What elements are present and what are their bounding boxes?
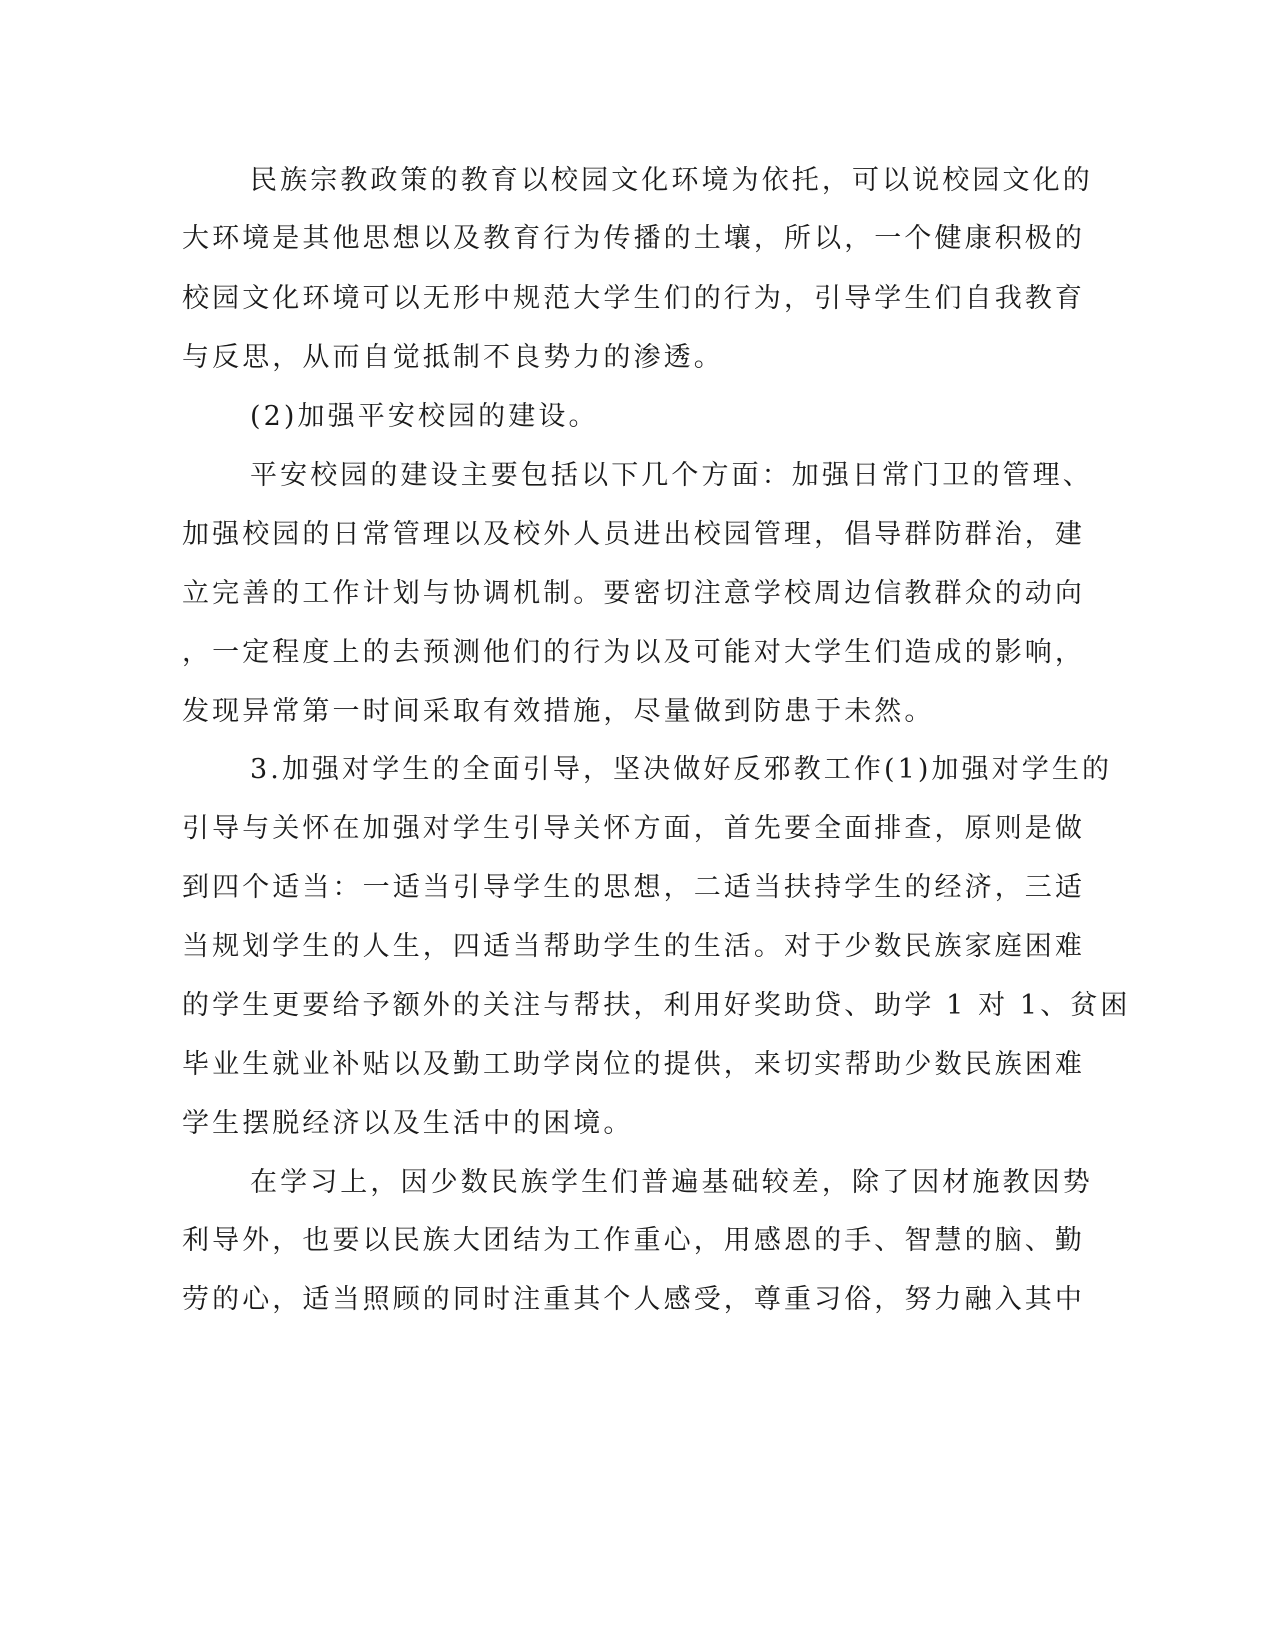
text-line: 当规划学生的人生，四适当帮助学生的生活。对于少数民族家庭困难 [182, 931, 1085, 962]
text-line: 学生摆脱经济以及生活中的困境。 [182, 1108, 634, 1139]
text-line: 到四个适当：一适当引导学生的思想，二适当扶持学生的经济，三适 [182, 872, 1085, 903]
text-line: ，一定程度上的去预测他们的行为以及可能对大学生们造成的影响， [182, 637, 1085, 668]
text-line: 加强校园的日常管理以及校外人员进出校园管理，倡导群防群治，建 [182, 519, 1085, 550]
text-line: 利导外，也要以民族大团结为工作重心，用感恩的手、智慧的脑、勤 [182, 1225, 1085, 1256]
text-line: 大环境是其他思想以及教育行为传播的土壤，所以，一个健康积极的 [182, 223, 1085, 254]
text-line: 在学习上，因少数民族学生们普遍基础较差，除了因材施教因势 [250, 1167, 1093, 1198]
text-line: 立完善的工作计划与协调机制。要密切注意学校周边信教群众的动向 [182, 578, 1085, 609]
text-line: 毕业生就业补贴以及勤工助学岗位的提供，来切实帮助少数民族困难 [182, 1049, 1085, 1080]
text-line: 引导与关怀在加强对学生引导关怀方面，首先要全面排查，原则是做 [182, 813, 1085, 844]
text-line: 与反思，从而自觉抵制不良势力的渗透。 [182, 342, 724, 373]
text-line: 校园文化环境可以无形中规范大学生们的行为，引导学生们自我教育 [182, 283, 1085, 314]
text-line: 发现异常第一时间采取有效措施，尽量做到防患于未然。 [182, 696, 935, 727]
text-line: 平安校园的建设主要包括以下几个方面：加强日常门卫的管理、 [250, 460, 1093, 491]
text-line: (2)加强平安校园的建设。 [250, 401, 599, 432]
text-line: 民族宗教政策的教育以校园文化环境为依托，可以说校园文化的 [250, 165, 1093, 196]
text-line: 的学生更要给予额外的关注与帮扶，利用好奖助贷、助学 1 对 1、贫困 [182, 990, 1131, 1021]
text-line: 劳的心，适当照顾的同时注重其个人感受，尊重习俗，努力融入其中 [182, 1284, 1085, 1315]
text-line: 3.加强对学生的全面引导，坚决做好反邪教工作(1)加强对学生的 [250, 754, 1113, 785]
